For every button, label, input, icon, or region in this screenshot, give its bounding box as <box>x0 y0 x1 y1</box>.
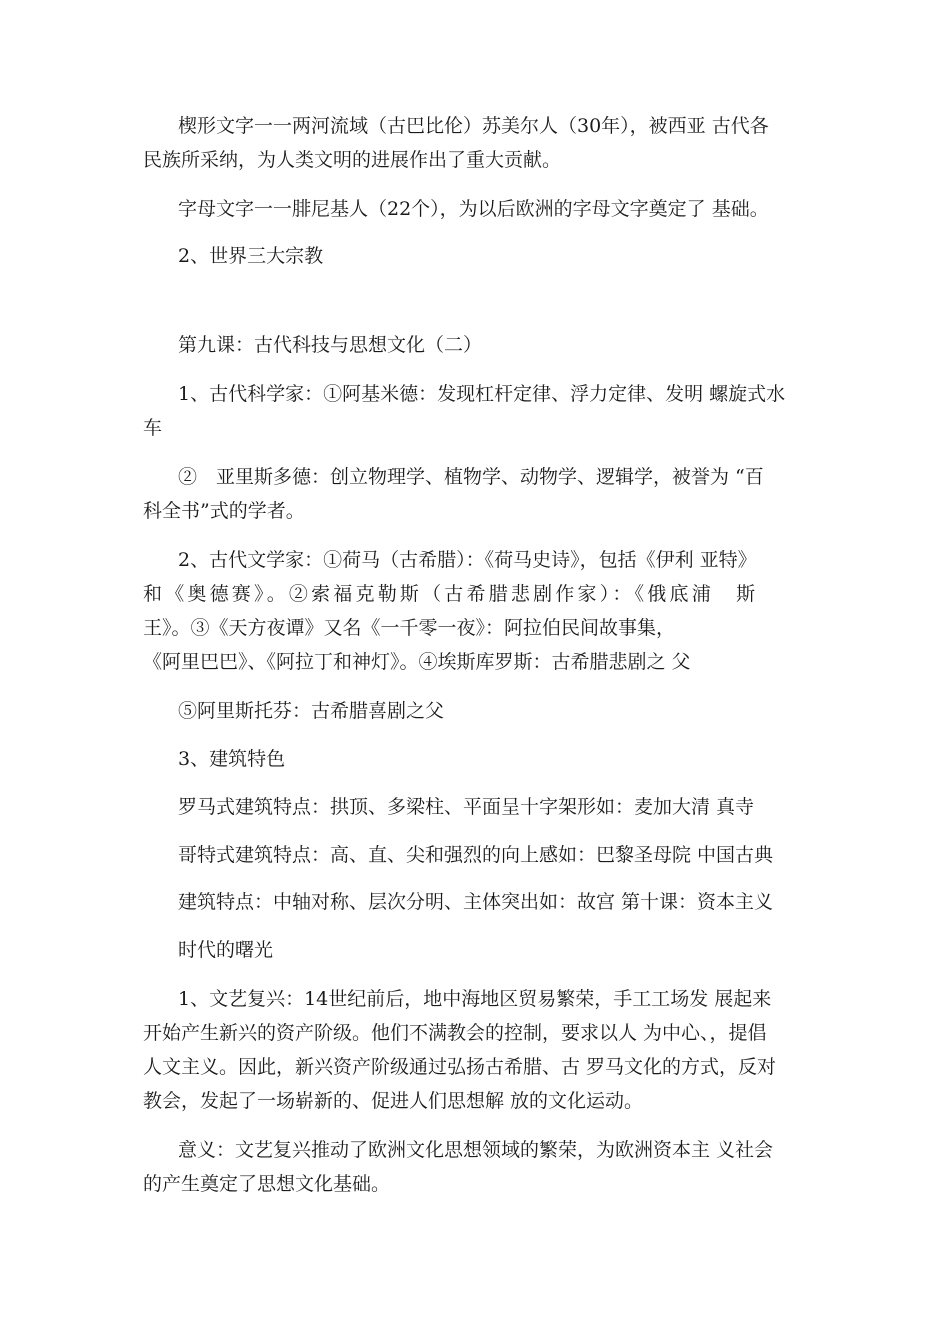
text-line: 意义：文艺复兴推动了欧洲文化思想领域的繁荣，为欧洲资本主 义社会 <box>178 1139 774 1161</box>
text-line: 车 <box>143 417 163 439</box>
text-line: 建筑特点：中轴对称、层次分明、主体突出如：故宫 第十课：资本主义 <box>178 891 774 913</box>
text-line: 教会，发起了一场崭新的、促进人们思想解 放的文化运动。 <box>143 1090 644 1112</box>
text-line: 字母文字一一腓尼基人（22个），为以后欧洲的字母文字奠定了 基础。 <box>178 198 769 220</box>
text-line: 开始产生新兴的资产阶级。他们不满教会的控制，要求以人 为中心、，提倡 <box>143 1022 767 1044</box>
section-heading: 3、建筑特色 <box>178 748 286 770</box>
text-line: 民族所采纳，为人类文明的进展作出了重大贡献。 <box>143 149 562 171</box>
text-line: 和《奥德赛》。②索福克勒斯（古希腊悲剧作家）：《俄底浦 斯 <box>143 583 759 605</box>
text-line: 2、古代文学家：①荷马（古希腊）：《荷马史诗》，包括《伊利 亚特》 <box>178 549 757 571</box>
text-line: 的产生奠定了思想文化基础。 <box>143 1173 391 1195</box>
text-line: 人文主义。因此，新兴资产阶级通过弘扬古希腊、古 罗马文化的方式，反对 <box>143 1056 777 1078</box>
lesson-title: 时代的曙光 <box>178 939 274 961</box>
section-heading: 2、世界三大宗教 <box>178 245 324 267</box>
text-line: 罗马式建筑特点：拱顶、多梁柱、平面呈十字架形如：麦加大清 真寺 <box>178 796 755 818</box>
text-line: 1、文艺复兴：14世纪前后，地中海地区贸易繁荣，手工工场发 展起来 <box>178 988 772 1010</box>
text-line: 哥特式建筑特点：高、直、尖和强烈的向上感如：巴黎圣母院 中国古典 <box>178 844 774 866</box>
text-line: 科全书”式的学者。 <box>143 500 305 522</box>
lesson-title: 第九课：古代科技与思想文化（二） <box>178 334 483 356</box>
text-line: 王》。③《天方夜谭》又名《一千零一夜》：阿拉伯民间故事集， <box>143 617 676 639</box>
text-line: 楔形文字一一两河流域（古巴比伦）苏美尔人（30年），被西亚 古代各 <box>178 115 769 137</box>
text-line: ⑤阿里斯托芬：古希腊喜剧之父 <box>178 700 445 722</box>
text-line: 《阿里巴巴》、《阿拉丁和神灯》。④埃斯库罗斯：古希腊悲剧之 父 <box>143 651 691 673</box>
text-line: ② 亚里斯多德：创立物理学、植物学、动物学、逻辑学，被誉为 “百 <box>178 466 764 488</box>
text-line: 1、古代科学家：①阿基米德：发现杠杆定律、浮力定律、发明 螺旋式水 <box>178 383 786 405</box>
